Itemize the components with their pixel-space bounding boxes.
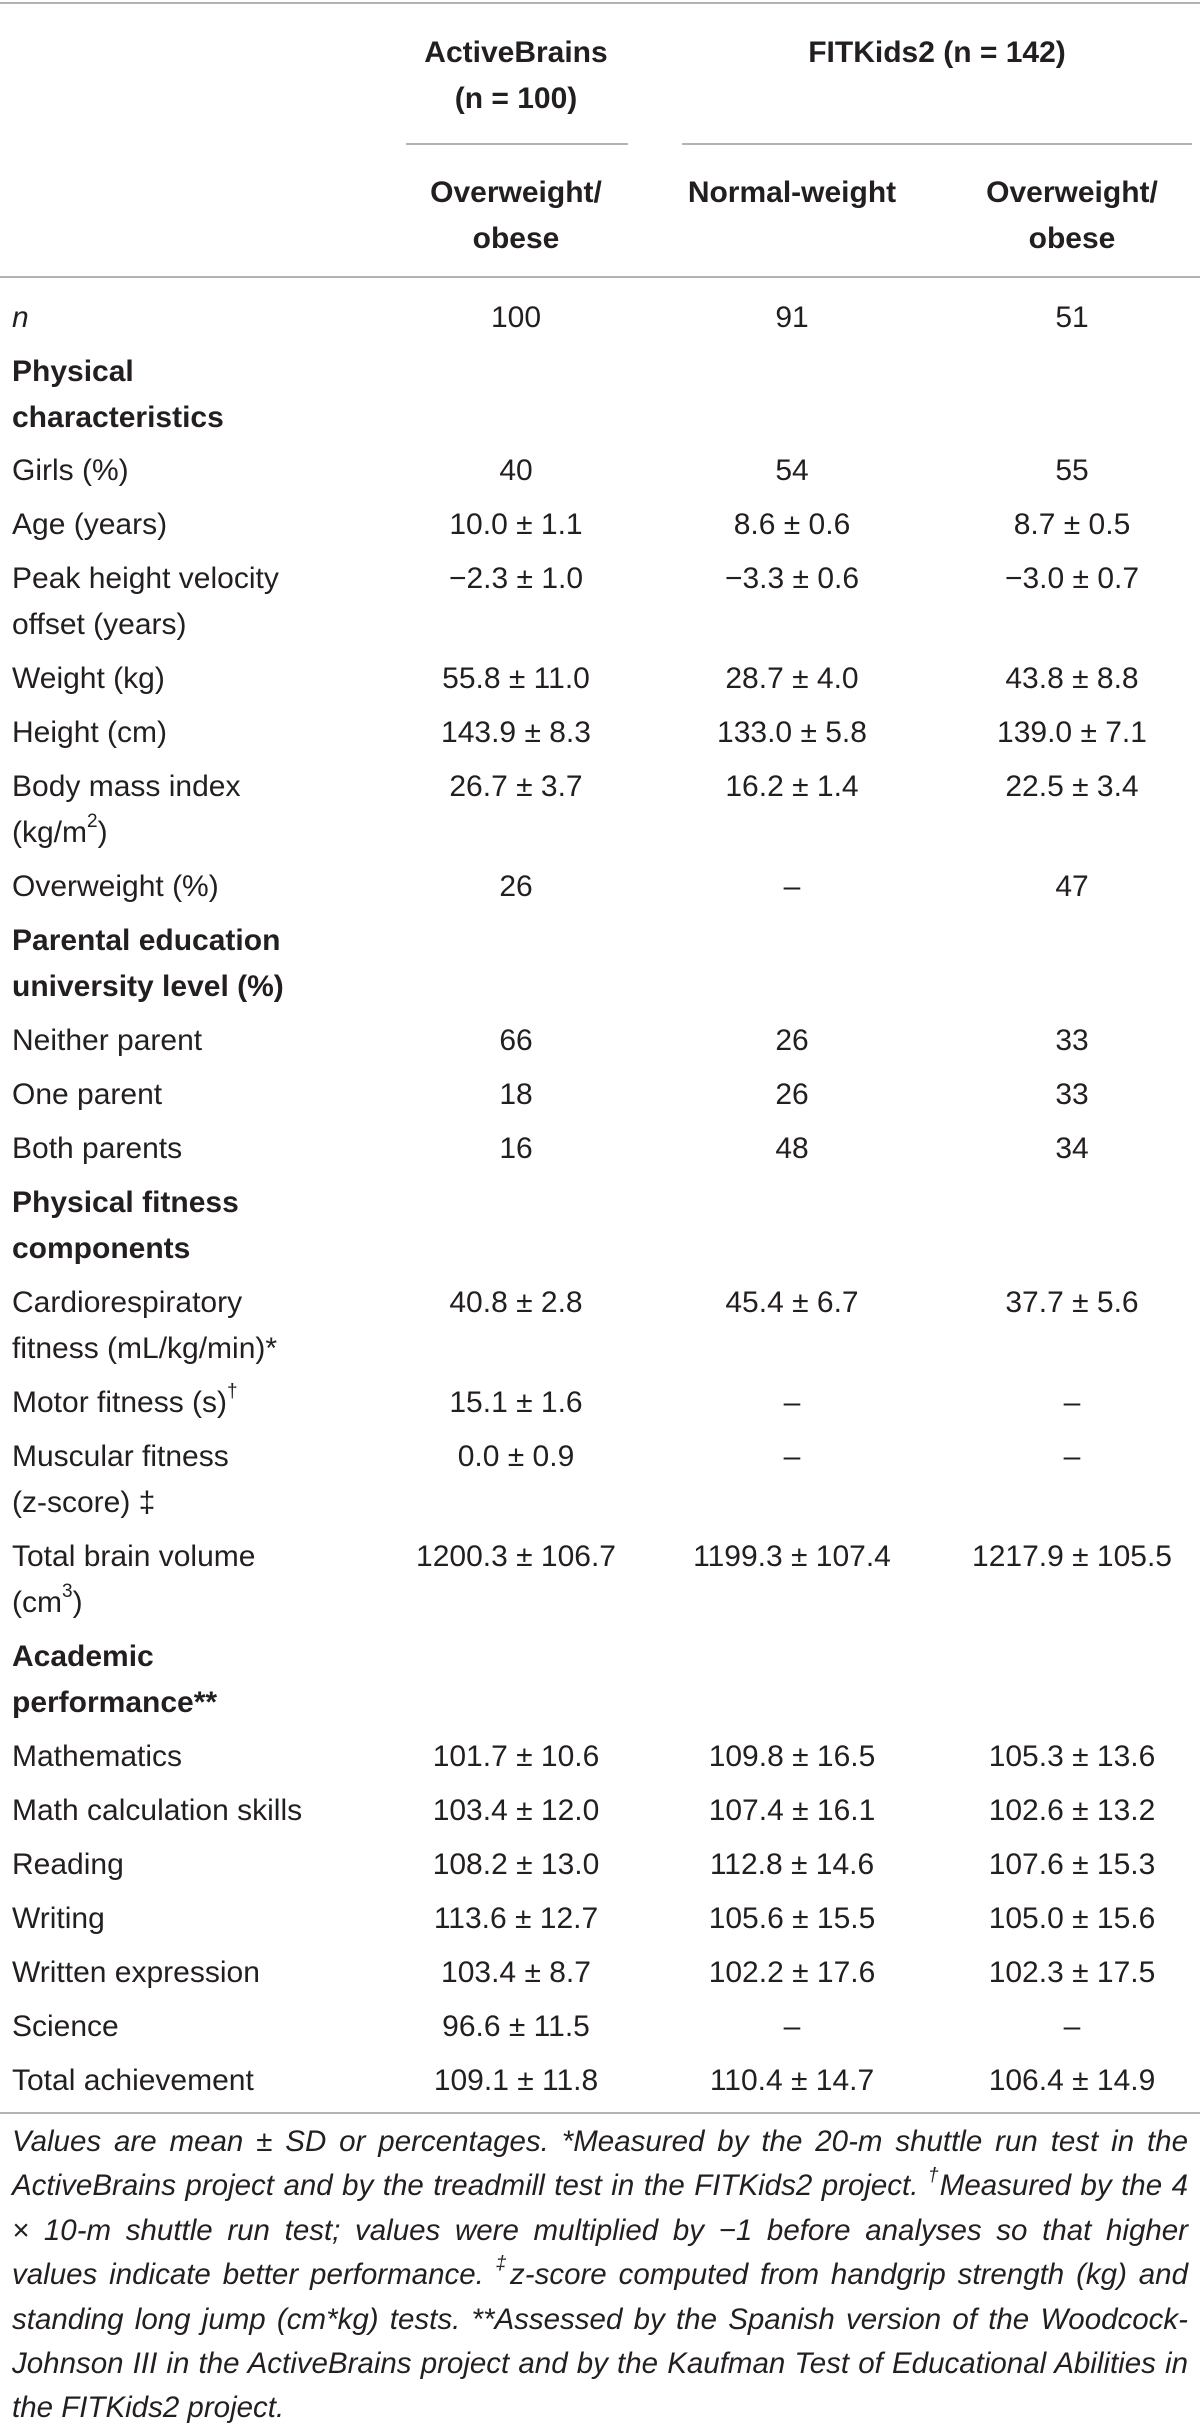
cell-normal-weight: 109.8 ± 16.5 — [708, 1740, 876, 1773]
footnote-double-dagger: ‡ — [495, 2253, 510, 2275]
row-label: Both parents — [12, 1132, 183, 1165]
cell-normal-weight: 133.0 ± 5.8 — [717, 716, 867, 749]
fitkids2-group-rule — [682, 143, 1192, 145]
cell-activebrains: 15.1 ± 1.6 — [449, 1386, 583, 1419]
row-label: Girls (%) — [12, 454, 129, 487]
superscript: 3 — [61, 1581, 73, 1602]
row-label-text: Motor fitness (s) — [12, 1386, 228, 1419]
row-label-line1: Body mass index — [12, 770, 241, 803]
cell-activebrains: 103.4 ± 8.7 — [441, 1956, 591, 1989]
footnote-part-3: z-score computed from handgrip strength (kg) and standing long jump (cm*kg) tests. **Assessed by the Spanish version of the Woodcock-Johnson III in the ActiveBrains project and by the Kaufman Test of Educational Abilities in the FITKids2 project. — [12, 2258, 1188, 2425]
header-col3-line2: obese — [1028, 222, 1116, 255]
cell-normal-weight: 110.4 ± 14.7 — [709, 2064, 875, 2097]
cell-normal-weight: 26 — [775, 1024, 809, 1057]
row-label: Science — [12, 2010, 119, 2043]
cell-activebrains: 108.2 ± 13.0 — [432, 1848, 600, 1881]
cell-overweight: 33 — [1055, 1024, 1089, 1057]
cell-normal-weight: 16.2 ± 1.4 — [725, 770, 859, 803]
row-label-line1: Peak height velocity — [12, 562, 279, 595]
cell-overweight: 102.6 ± 13.2 — [988, 1794, 1156, 1827]
cell-overweight: 106.4 ± 14.9 — [988, 2064, 1156, 2097]
cell-overweight: −3.0 ± 0.7 — [1004, 562, 1140, 595]
section-heading-line1: Parental education — [12, 924, 281, 957]
section-heading-line2: characteristics — [12, 401, 224, 434]
unit-text: (cm — [12, 1586, 62, 1619]
cell-activebrains: 1200.3 ± 106.7 — [416, 1540, 616, 1573]
cell-overweight: – — [1063, 1440, 1081, 1473]
row-label — [12, 1534, 255, 1626]
row-label: Writing — [12, 1902, 105, 1935]
cell-overweight: 139.0 ± 7.1 — [997, 716, 1147, 749]
section-heading — [12, 349, 224, 441]
section-heading-line2: components — [12, 1232, 191, 1265]
cell-overweight: – — [1063, 1386, 1081, 1419]
row-label — [12, 764, 240, 856]
cell-activebrains: 55.8 ± 11.0 — [442, 662, 590, 695]
section-heading-line2: university level (%) — [12, 970, 284, 1003]
row-label: Overweight (%) — [12, 870, 219, 903]
row-label — [12, 1280, 277, 1372]
row-label: Mathematics — [12, 1740, 183, 1773]
cell-overweight: 47 — [1055, 870, 1089, 903]
row-label — [12, 1380, 238, 1426]
row-label-line2: fitness (mL/kg/min)* — [12, 1332, 278, 1365]
header-col1-line1: Overweight/ — [430, 176, 602, 209]
row-label: One parent — [12, 1078, 163, 1111]
footnote-part-1: Values are mean ± SD or percentages. *Measured by the 20-m shuttle run test in the ActiveBrains project and by the treadmill test in the FITKids2 project. — [12, 2125, 1188, 2203]
cell-normal-weight: 107.4 ± 16.1 — [708, 1794, 876, 1827]
cell-activebrains: 18 — [499, 1078, 533, 1111]
row-label-line1: Muscular fitness — [12, 1440, 229, 1473]
cell-overweight: 37.7 ± 5.6 — [1005, 1286, 1139, 1319]
cell-overweight: 1217.9 ± 105.5 — [972, 1540, 1172, 1573]
cell-activebrains: 40.8 ± 2.8 — [449, 1286, 583, 1319]
section-heading-line2: performance** — [12, 1686, 218, 1719]
table-bottom-rule — [0, 2112, 1200, 2114]
cell-normal-weight: – — [783, 1440, 801, 1473]
cell-normal-weight: −3.3 ± 0.6 — [724, 562, 860, 595]
cell-activebrains: 101.7 ± 10.6 — [432, 1740, 600, 1773]
superscript: 2 — [87, 811, 98, 832]
cell-activebrains: 26.7 ± 3.7 — [449, 770, 583, 803]
row-label: Math calculation skills — [12, 1794, 303, 1827]
cell-normal-weight: – — [783, 870, 801, 903]
cell-overweight: 22.5 ± 3.4 — [1005, 770, 1139, 803]
cell-normal-weight: 8.6 ± 0.6 — [733, 508, 851, 541]
cell-overweight: 43.8 ± 8.8 — [1005, 662, 1139, 695]
row-label: Age (years) — [12, 508, 168, 541]
row-label: Reading — [12, 1848, 124, 1881]
cell-activebrains: 113.6 ± 12.7 — [433, 1902, 599, 1935]
cell-normal-weight: 45.4 ± 6.7 — [725, 1286, 859, 1319]
row-label: n — [12, 301, 29, 334]
activebrains-group-rule — [406, 143, 628, 145]
section-heading — [12, 1180, 239, 1272]
table-footnote — [12, 2120, 1188, 2431]
section-heading-line1: Physical fitness — [12, 1186, 239, 1219]
cell-activebrains: 100 — [490, 301, 542, 334]
row-label — [12, 1434, 229, 1526]
header-col2-normal: Normal-weight — [687, 176, 897, 209]
unit-close: ) — [97, 816, 108, 849]
row-label-line2 — [12, 810, 240, 856]
top-rule — [0, 2, 1200, 4]
section-heading-line1: Academic — [12, 1640, 154, 1673]
cell-normal-weight: – — [783, 2010, 801, 2043]
row-label-line2: offset (years) — [12, 608, 187, 641]
row-label-line2 — [12, 1580, 255, 1626]
row-label: Neither parent — [12, 1024, 203, 1057]
cell-overweight: 107.6 ± 15.3 — [988, 1848, 1156, 1881]
header-col1-overweight — [396, 170, 636, 262]
cell-overweight: 55 — [1055, 454, 1089, 487]
cell-overweight: 51 — [1055, 301, 1089, 334]
cell-activebrains: −2.3 ± 1.0 — [448, 562, 584, 595]
cell-activebrains: 16 — [499, 1132, 533, 1165]
cell-activebrains: 10.0 ± 1.1 — [449, 508, 583, 541]
cell-activebrains: 109.1 ± 11.8 — [433, 2064, 599, 2097]
row-label: Height (cm) — [12, 716, 168, 749]
header-activebrains-line1: ActiveBrains — [424, 36, 608, 69]
cell-overweight: 33 — [1055, 1078, 1089, 1111]
row-label: Total achievement — [12, 2064, 254, 2097]
cell-normal-weight: 105.6 ± 15.5 — [708, 1902, 876, 1935]
cell-normal-weight: 102.2 ± 17.6 — [708, 1956, 876, 1989]
header-fitkids2: FITKids2 (n = 142) — [808, 36, 1066, 69]
header-col3-line1: Overweight/ — [986, 176, 1158, 209]
cell-overweight: 105.0 ± 15.6 — [988, 1902, 1156, 1935]
cell-normal-weight: 26 — [775, 1078, 809, 1111]
row-label: Written expression — [12, 1956, 260, 1989]
row-label-line2: (z-score) ‡ — [12, 1486, 156, 1519]
unit-text: (kg/m — [12, 816, 87, 849]
cell-overweight: 102.3 ± 17.5 — [988, 1956, 1156, 1989]
cell-activebrains: 26 — [499, 870, 533, 903]
cell-activebrains: 40 — [499, 454, 533, 487]
row-label — [12, 556, 279, 648]
cell-activebrains: 96.6 ± 11.5 — [442, 2010, 590, 2043]
cell-overweight: 105.3 ± 13.6 — [988, 1740, 1156, 1773]
cell-normal-weight: 91 — [775, 301, 809, 334]
section-heading — [12, 918, 284, 1010]
row-label-line1: Cardiorespiratory — [12, 1286, 243, 1319]
header-activebrains — [396, 30, 636, 122]
header-col1-line2: obese — [472, 222, 560, 255]
cell-normal-weight: – — [783, 1386, 801, 1419]
row-label: Weight (kg) — [12, 662, 165, 695]
cell-overweight: 8.7 ± 0.5 — [1013, 508, 1131, 541]
row-label-line1: Total brain volume — [12, 1540, 256, 1573]
cell-overweight: – — [1063, 2010, 1081, 2043]
cell-activebrains: 103.4 ± 12.0 — [432, 1794, 600, 1827]
dagger-mark: † — [227, 1381, 238, 1402]
header-bottom-rule — [0, 276, 1200, 278]
unit-close: ) — [72, 1586, 83, 1619]
cell-activebrains: 0.0 ± 0.9 — [457, 1440, 575, 1473]
cell-activebrains: 143.9 ± 8.3 — [441, 716, 591, 749]
header-col3-overweight — [952, 170, 1192, 262]
section-heading — [12, 1634, 217, 1726]
cell-overweight: 34 — [1055, 1132, 1089, 1165]
cell-normal-weight: 48 — [775, 1132, 809, 1165]
cell-activebrains: 66 — [499, 1024, 533, 1057]
footnote-part-2: Measured by the 4 × 10-m shuttle run test; values were multiplied by −1 before analyses so that higher values indicate better performance. — [12, 2169, 1188, 2292]
section-heading-line1: Physical — [12, 355, 134, 388]
footnote-dagger: † — [927, 2164, 940, 2186]
cell-normal-weight: 54 — [775, 454, 809, 487]
header-activebrains-line2: (n = 100) — [454, 82, 578, 115]
cell-normal-weight: 1199.3 ± 107.4 — [693, 1540, 891, 1573]
cell-normal-weight: 28.7 ± 4.0 — [725, 662, 859, 695]
cell-normal-weight: 112.8 ± 14.6 — [709, 1848, 875, 1881]
